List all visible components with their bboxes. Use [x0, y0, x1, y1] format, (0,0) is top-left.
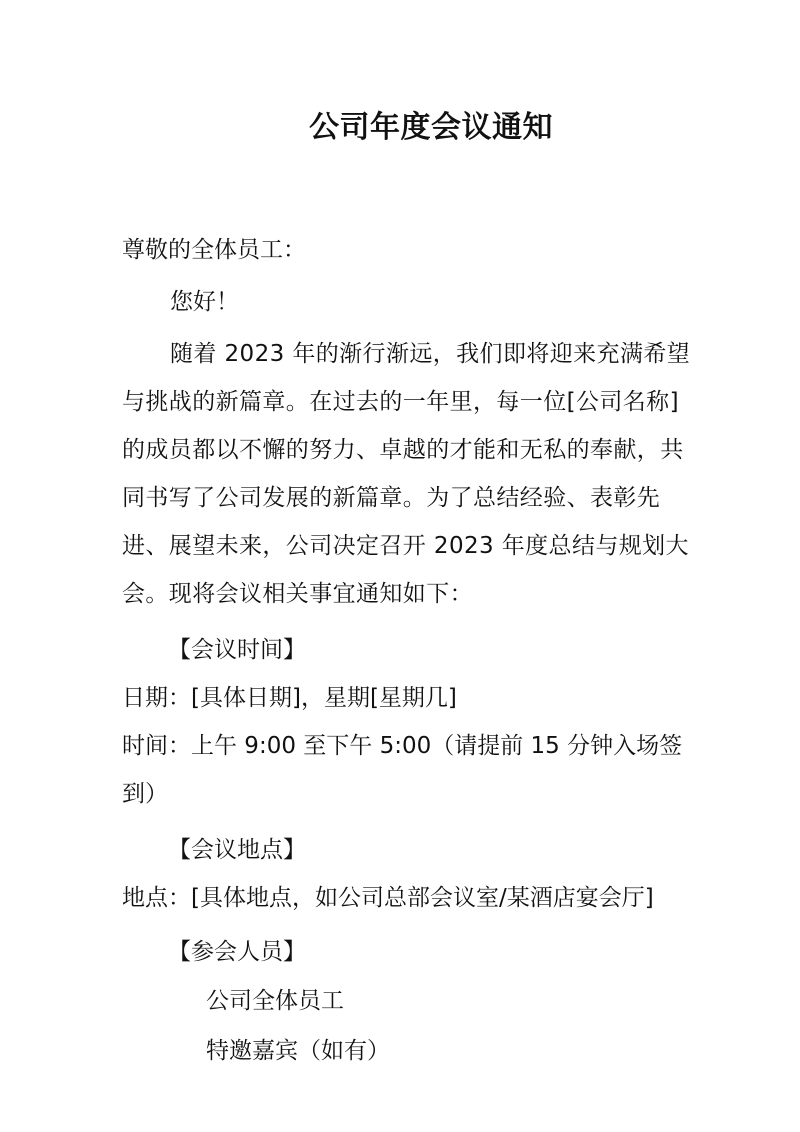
document-body [122, 226, 692, 1076]
meeting-location: 地点：[具体地点，如公司总部会议室/某酒店宴会厅] [122, 885, 654, 911]
greeting: 您好！ [170, 289, 239, 315]
intro-paragraph: 随着 2023 年的渐行渐远，我们即将迎来充满希望与挑战的新篇章。在过去的一年里，每一位[公司名称]的成员都以不懈的努力、卓越的才能和无私的奉献，共同书写了公司发展的新篇章。为了总结经验、表彰先进、展望未来，公司决定召开 2023 年度总结与规划大会。现将会议相关事宜通知如下： [122, 341, 691, 607]
salutation: 尊敬的全体员工： [122, 237, 306, 263]
meeting-date: 日期：[具体日期]，星期[星期几] [122, 685, 457, 711]
section-heading-location: 【会议地点】 [168, 837, 306, 863]
section-heading-time: 【会议时间】 [168, 637, 306, 663]
attendee-item: 特邀嘉宾（如有） [206, 1038, 390, 1064]
section-heading-attendees: 【参会人员】 [168, 939, 306, 965]
meeting-time: 时间：上午 9:00 至下午 5:00（请提前 15 分钟入场签到） [122, 733, 683, 807]
document-title: 公司年度会议通知 [309, 110, 553, 145]
attendee-item: 公司全体员工 [206, 988, 344, 1014]
